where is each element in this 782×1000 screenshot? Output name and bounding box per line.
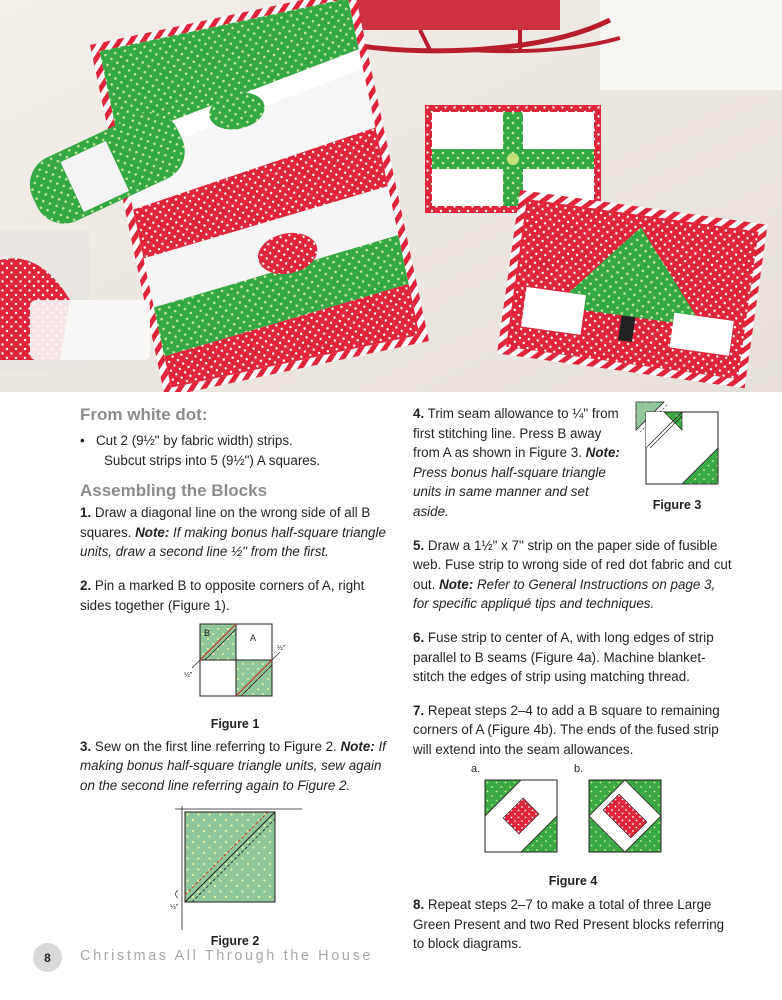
step-number: 6. — [413, 629, 425, 645]
step-6 — [413, 628, 733, 687]
step-text: Repeat steps 2–4 to add a B square to remaining corners of A (Figure 4b). The ends of the fused strip will extend into the seam allowances. — [413, 702, 720, 757]
cut-instruction: • Cut 2 (9½" by fabric width) strips. — [80, 431, 390, 451]
left-column — [80, 404, 390, 951]
note-text: Press bonus half-square triangle units in same manner and set aside. — [413, 464, 606, 519]
note-text: If making bonus half-square triangle units, sew again on the second line referring again to Figure 2. — [80, 738, 386, 793]
note-text: If making bonus half-square triangle units, draw a second line ½" from the first. — [80, 524, 386, 560]
step-5 — [413, 536, 733, 614]
note-label: Note: — [135, 524, 170, 540]
step-1 — [80, 503, 390, 562]
step-7 — [413, 701, 733, 760]
step-text: Draw a 1½" x 7" strip on the paper side of fusible web. Fuse strip to wrong side of red dot fabric and cut out. — [413, 537, 732, 592]
step-number: 5. — [413, 537, 425, 553]
figure-1 — [80, 621, 390, 713]
note-label: Note: — [585, 445, 620, 461]
step-text: Trim seam allowance to ¼" from first stitching line. Press B away from A as shown in Figure 3. — [413, 406, 619, 461]
step-number: 8. — [413, 897, 425, 913]
step-text: Fuse strip to center of A, with long edges of strip parallel to B seams (Figure 4a). Machine blanket-stitch the edges of strip using matching thread. — [413, 629, 714, 685]
step-text: Draw a diagonal line on the wrong side of all B squares. — [80, 505, 371, 540]
fig1-label-b: B — [204, 628, 211, 639]
figure-4a — [485, 780, 557, 852]
figure-2-caption: Figure 2 — [210, 933, 260, 948]
fig1-half-inch-left: ½" — [184, 672, 193, 680]
step-4-block — [413, 404, 733, 522]
figure-4b — [589, 780, 661, 852]
note-text: Refer to General Instructions on page 3, for specific appliqué tips and techniques. — [413, 576, 716, 612]
step-number: 7. — [413, 702, 425, 718]
fig1-label-a: A — [250, 633, 257, 644]
step-text: Repeat steps 2–7 to make a total of three Large Green Present and two Red Present blocks referring to block diagrams. — [413, 897, 725, 952]
subcut-instruction: Subcut strips into 5 (9½") A squares. — [104, 452, 321, 468]
figure-3-caption: Figure 3 — [652, 497, 702, 512]
figure-2 — [80, 806, 390, 930]
fig2-half-inch: ½" — [170, 903, 179, 911]
step-number: 2. — [80, 577, 92, 593]
quilted-table-runner-photo — [0, 0, 782, 392]
heading-from-white-dot: From white dot: — [80, 405, 208, 424]
figure-4b-label: b. — [574, 762, 584, 775]
right-column — [413, 404, 733, 954]
figure-3 — [634, 400, 720, 516]
step-8 — [413, 895, 733, 954]
step-3 — [80, 737, 390, 796]
note-label: Note: — [340, 738, 375, 754]
figure-4-caption: Figure 4 — [548, 873, 598, 888]
figure-4a-label: a. — [471, 762, 481, 775]
step-text: Pin a marked B to opposite corners of A, right sides together (Figure 1). — [80, 577, 365, 613]
heading-assembling-blocks: Assembling the Blocks — [80, 481, 268, 501]
note-label: Note: — [439, 576, 474, 592]
step-number: 1. — [80, 505, 92, 521]
figure-4 — [413, 760, 733, 870]
fig1-half-inch-right: ½" — [277, 645, 286, 653]
page-number: 8 — [33, 943, 62, 972]
step-text: Sew on the first line referring to Figure 2. — [91, 738, 341, 754]
step-number: 3. — [80, 738, 92, 754]
book-title: Christmas All Through the House — [80, 948, 374, 964]
figure-1-caption: Figure 1 — [210, 717, 260, 732]
step-number: 4. — [413, 406, 425, 421]
step-4 — [413, 404, 625, 522]
step-2 — [80, 576, 390, 615]
